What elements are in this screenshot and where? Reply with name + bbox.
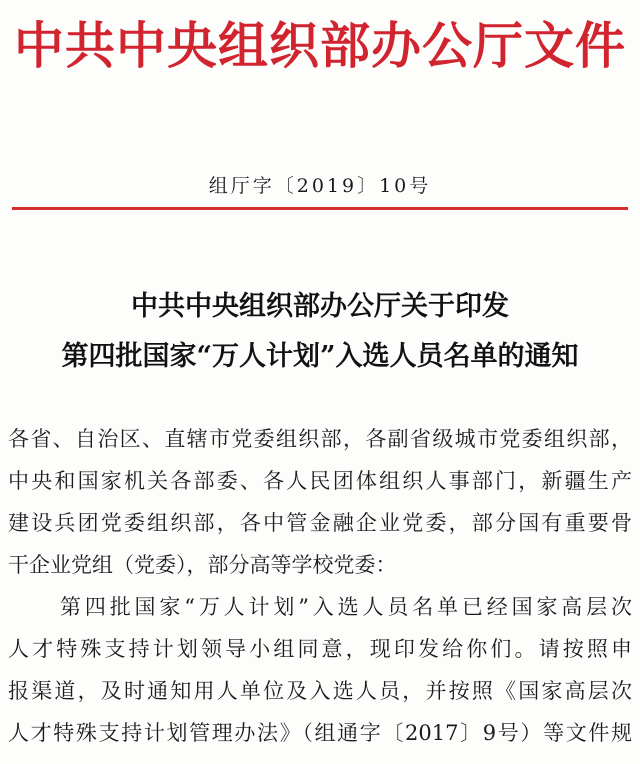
body-line-paragraph-2: 人才特殊支持计划领导小组同意，现印发给你们。请按照申	[8, 637, 632, 661]
body-line-recipients-1: 各省、自治区、直辖市党委组织部，各副省级城市党委组织部，	[8, 427, 632, 451]
red-divider-line	[12, 207, 628, 210]
body-line-recipients-4: 干企业党组（党委），部分高等学校党委：	[8, 553, 397, 577]
body-line-paragraph-4: 人才特殊支持计划管理办法》（组通字〔2017〕9号）等文件规	[8, 721, 632, 745]
body-line-paragraph-3: 报渠道，及时通知用人单位及入选人员，并按照《国家高层次	[8, 679, 632, 703]
body-line-recipients-2: 中央和国家机关各部委、各人民团体组织人事部门，新疆生产	[8, 469, 632, 493]
body-line-recipients-3: 建设兵团党委组织部，各中管金融企业党委，部分国有重要骨	[8, 511, 632, 535]
document-number: 组厅字〔2019〕10号	[208, 175, 432, 197]
notice-title-line-1: 中共中央组织部办公厅关于印发	[131, 291, 509, 322]
notice-title-line-2: 第四批国家“万人计划”入选人员名单的通知	[61, 341, 579, 372]
document-masthead: 中共中央组织部办公厅文件	[14, 16, 626, 75]
body-line-paragraph-1: 第四批国家“万人计划”入选人员名单已经国家高层次	[60, 595, 632, 619]
